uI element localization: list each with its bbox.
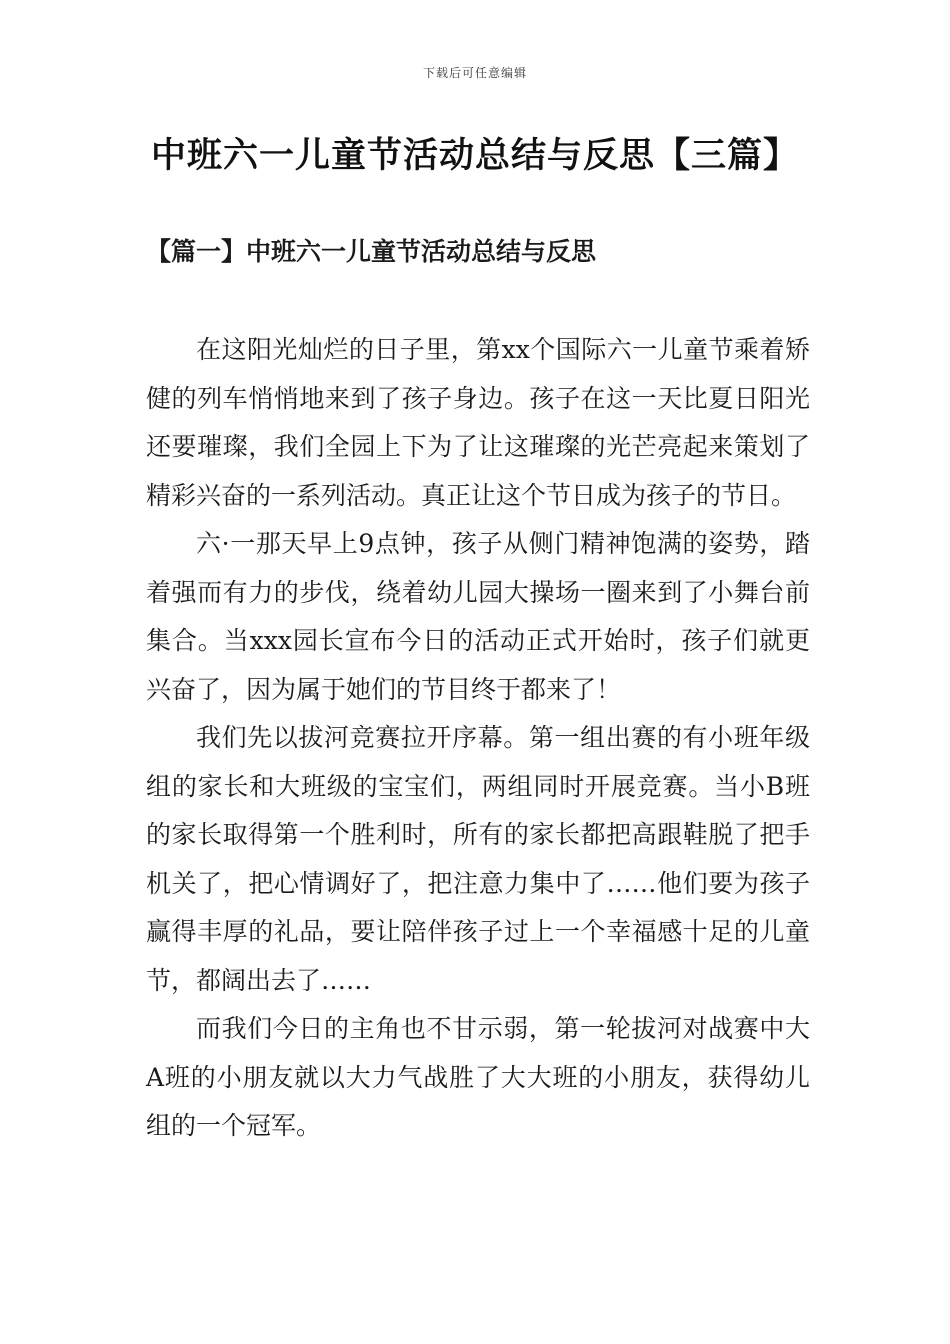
paragraph: 六·一那天早上9点钟，孩子从侧门精神饱满的姿势，踏着强而有力的步伐，绕着幼儿园大操场一圈来到了小舞台前集合。当xxx园长宣布今日的活动正式开始时，孩子们就更兴奋了，因为属于她们的节目终于都来了！ [146,529,810,704]
paragraph: 在这阳光灿烂的日子里，第xx个国际六一儿童节乘着矫健的列车悄悄地来到了孩子身边。孩子在这一天比夏日阳光还要璀璨，我们全园上下为了让这璀璨的光芒亮起来策划了精彩兴奋的一系列活动。真正让这个节日成为孩子的节日。 [146,335,810,510]
header-note: 下载后可任意编辑 [422,66,527,80]
paragraph: 我们先以拔河竞赛拉开序幕。第一组出赛的有小班年级组的家长和大班级的宝宝们，两组同时开展竞赛。当小B班的家长取得第一个胜利时，所有的家长都把高跟鞋脱了把手机关了，把心情调好了，把注意力集中了……他们要为孩子赢得丰厚的礼品，要让陪伴孩子过上一个幸福感十足的儿童节，都阔出去了…… [146,723,810,995]
paragraph: 而我们今日的主角也不甘示弱，第一轮拔河对战赛中大A班的小朋友就以大力气战胜了大大班的小朋友，获得幼儿组的一个冠军。 [146,1014,810,1140]
section-heading: 【篇一】中班六一儿童节活动总结与反思 [146,237,597,266]
body-text [146,326,810,1151]
document-title: 中班六一儿童节活动总结与反思【三篇】 [150,136,799,176]
